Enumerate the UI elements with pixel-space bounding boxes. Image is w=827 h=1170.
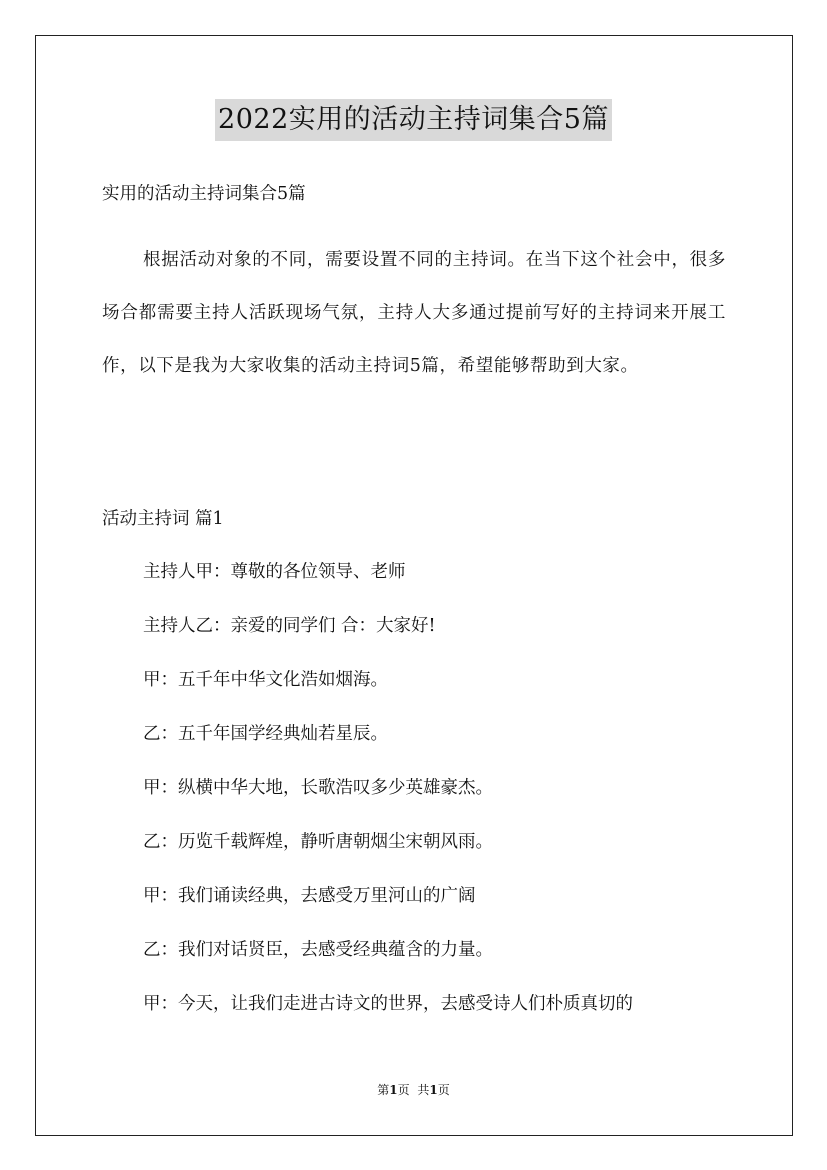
footer-total-number: 1 bbox=[429, 1083, 438, 1097]
footer-total-suffix: 页 bbox=[437, 1083, 450, 1097]
document-title: 2022实用的活动主持词集合5篇 bbox=[215, 99, 612, 141]
dialogue-line: 乙：我们对话贤臣，去感受经典蕴含的力量。 bbox=[143, 940, 493, 960]
dialogue-line: 甲：纵横中华大地，长歌浩叹多少英雄豪杰。 bbox=[143, 778, 493, 798]
intro-paragraph: 根据活动对象的不同，需要设置不同的主持词。在当下这个社会中，很多场合都需要主持人活跃现场气氛，主持人大多通过提前写好的主持词来开展工作，以下是我为大家收集的活动主持词5篇，希望能够帮助到大家。 bbox=[102, 250, 726, 376]
dialogue-line: 甲：今天，让我们走进古诗文的世界，去感受诗人们朴质真切的 bbox=[143, 994, 633, 1014]
footer-page-suffix: 页 bbox=[397, 1083, 410, 1097]
document-subtitle: 实用的活动主持词集合5篇 bbox=[102, 184, 306, 204]
dialogue-line: 主持人甲：尊敬的各位领导、老师 bbox=[143, 562, 406, 582]
footer-total-prefix: 共 bbox=[417, 1083, 430, 1097]
section-heading: 活动主持词 篇1 bbox=[102, 509, 224, 529]
dialogue-line: 甲：我们诵读经典，去感受万里河山的广阔 bbox=[143, 886, 476, 906]
title-container bbox=[0, 99, 827, 141]
dialogue-line: 乙：五千年国学经典灿若星辰。 bbox=[143, 724, 388, 744]
footer-page-number: 1 bbox=[389, 1083, 398, 1097]
dialogue-line: 主持人乙：亲爱的同学们 合：大家好! bbox=[143, 616, 436, 636]
dialogue-line: 乙：历览千载辉煌，静听唐朝烟尘宋朝风雨。 bbox=[143, 832, 493, 852]
footer-page-prefix: 第 bbox=[377, 1083, 390, 1097]
dialogue-line: 甲：五千年中华文化浩如烟海。 bbox=[143, 670, 388, 690]
page-footer bbox=[0, 1082, 827, 1098]
